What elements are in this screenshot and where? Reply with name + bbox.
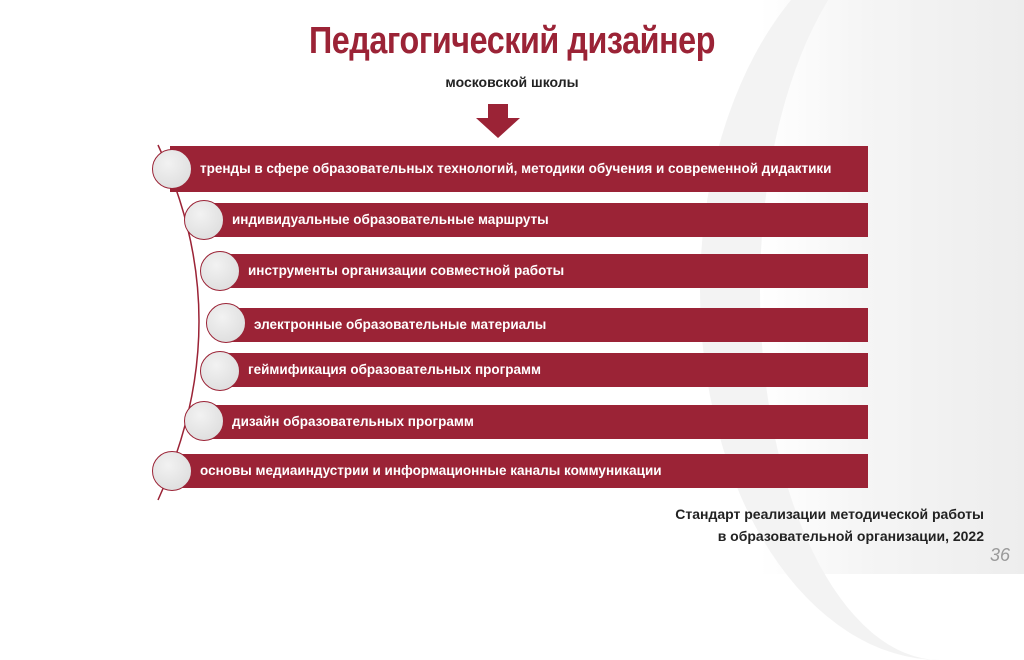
- bullet-circle-icon: [152, 451, 192, 491]
- slide-title: Педагогический дизайнер: [308, 20, 716, 62]
- list-item-label: электронные образовательные материалы: [254, 316, 547, 332]
- list-item-label: инструменты организации совместной работы: [248, 262, 565, 278]
- list-item-label: основы медиаиндустрии и информационные каналы коммуникации: [200, 462, 662, 478]
- list-item: [170, 146, 868, 192]
- bullet-circle-icon: [184, 401, 224, 441]
- list-item: [200, 203, 868, 237]
- list-item: [200, 405, 868, 439]
- bullet-circle-icon: [200, 251, 240, 291]
- slide-subtitle: московской школы: [445, 74, 579, 90]
- bullet-circle-icon: [184, 200, 224, 240]
- list-item-label: дизайн образовательных программ: [232, 413, 474, 429]
- page-number: 36: [990, 545, 1011, 565]
- bullet-circle-icon: [152, 149, 192, 189]
- bullet-circle-icon: [206, 303, 246, 343]
- source-caption-line: в образовательной организации, 2022: [717, 527, 984, 544]
- list-item: [216, 254, 868, 288]
- list-item: [216, 353, 868, 387]
- list-item-label: тренды в сфере образовательных технологий, методики обучения и современной дидактики: [200, 160, 832, 176]
- list-item-label: индивидуальные образовательные маршруты: [232, 211, 549, 227]
- list-item: [222, 308, 868, 342]
- list-item: [170, 454, 868, 488]
- bullet-circle-icon: [200, 351, 240, 391]
- list-item-label: геймификация образовательных программ: [248, 361, 542, 377]
- source-caption: [675, 504, 984, 547]
- source-caption-line: Стандарт реализации методической работы: [675, 506, 984, 522]
